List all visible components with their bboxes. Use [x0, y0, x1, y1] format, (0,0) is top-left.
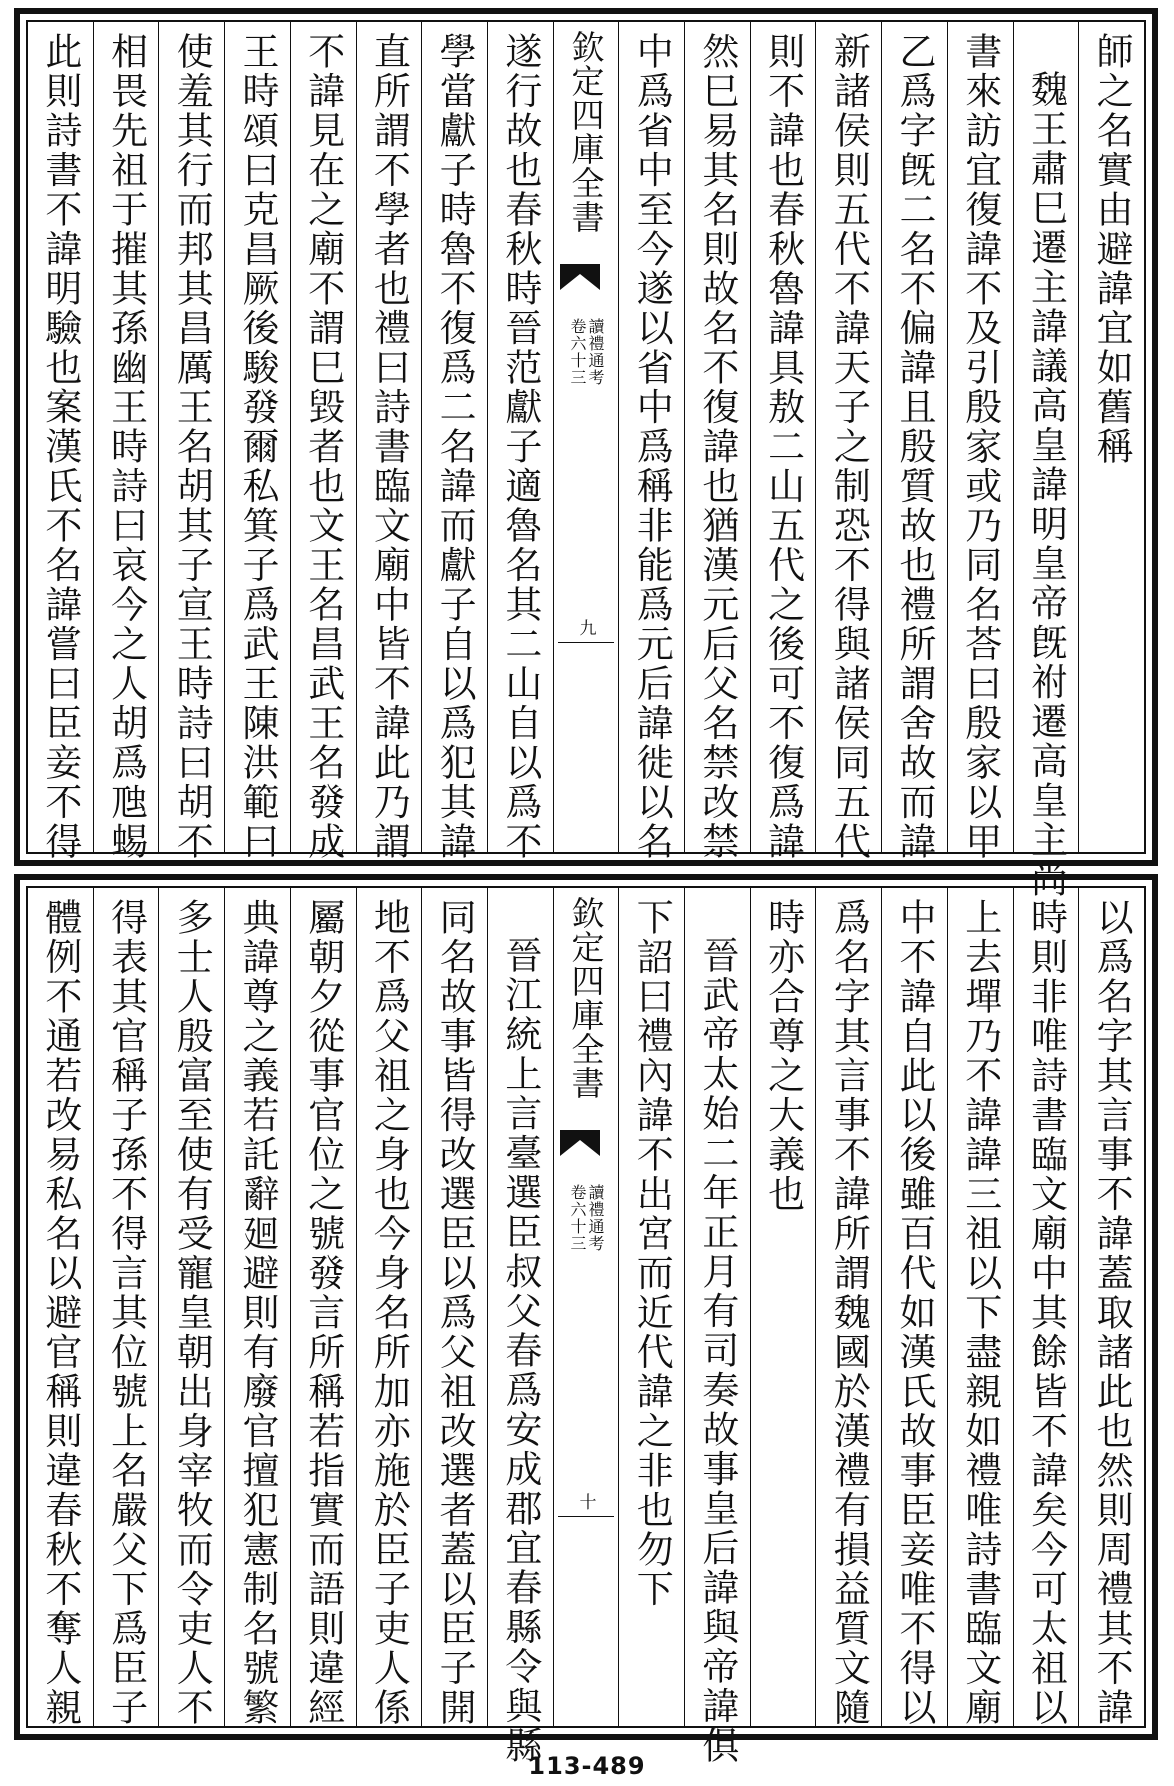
- text-column: [290, 888, 356, 1726]
- page-number-footer: 113-489: [528, 1752, 646, 1780]
- text-column: [158, 888, 224, 1726]
- column-text: 下詔曰禮內諱不出宮而近代諱之非也勿下: [630, 898, 674, 1609]
- text-column: [1078, 22, 1144, 852]
- text-column: [750, 22, 816, 862]
- column-text: 不諱見在之廟不謂巳毀者也文王名昌武王名發成: [301, 32, 345, 862]
- column-text: 以爲名字其言事不諱蓋取諸此也然則周禮其不諱: [1090, 898, 1134, 1728]
- text-column: [881, 888, 947, 1726]
- text-column: [487, 888, 553, 1766]
- column-text: 相畏先祖于摧其孫幽王時詩曰哀今之人胡爲虺蜴: [104, 32, 148, 862]
- column-text: 然巳易其名則故名不復諱也猶漢元后父名禁改禁: [695, 32, 739, 862]
- chapter-line: 讀禮通考: [586, 1184, 606, 1252]
- text-column: [881, 22, 947, 862]
- column-text: 王時頌曰克昌厥後駿發爾私箕子爲武王陳洪範曰: [236, 32, 279, 862]
- column-text: 新諸侯則五代不諱天子之制恐不得與諸侯同五代: [827, 32, 871, 862]
- chapter-line: 卷六十三: [568, 1184, 588, 1252]
- center-fold-column: [553, 888, 619, 1726]
- text-column: [93, 22, 159, 862]
- center-fold-column: [553, 22, 619, 852]
- chapter-line: 卷六十三: [568, 318, 588, 386]
- text-column: [93, 888, 159, 1726]
- text-column: [684, 22, 750, 862]
- column-text: 同名故事皆得改選臣以爲父祖改選者蓋以臣子開: [433, 898, 477, 1728]
- text-column: [290, 22, 356, 862]
- column-text: 中爲省中至今遂以省中爲稱非能爲元后諱徙以名: [630, 32, 674, 862]
- page-frame-top: [26, 20, 1146, 900]
- column-text: 乙爲字旣二名不偏諱且殷質故也禮所謂舍故而諱: [893, 32, 937, 862]
- text-columns-top: [28, 22, 1144, 900]
- leaf-number: 十: [575, 1493, 596, 1510]
- chapter-heading: [568, 1184, 606, 1252]
- text-column: [1078, 888, 1144, 1726]
- text-column: [618, 22, 684, 862]
- chapter-heading: [568, 318, 606, 386]
- column-text: 典諱尊之義若託辭廻避則有廢官擅犯憲制名號繁: [236, 898, 279, 1728]
- column-text: 遂行故也春秋時晉范獻子適魯名其二山自以爲不: [498, 32, 542, 862]
- text-column: [487, 22, 553, 862]
- chapter-line: 讀禮通考: [586, 318, 606, 386]
- book-title: 欽定四庫全書: [566, 30, 606, 234]
- column-text: 魏王肅巳遷主諱議高皇諱明皇帝旣祔遷高皇主尚: [1024, 70, 1068, 900]
- column-text: 則不諱也春秋魯諱具敖二山五代之後可不復爲諱: [761, 32, 805, 862]
- text-column: [158, 22, 224, 862]
- text-column: [356, 888, 422, 1726]
- text-column: [421, 22, 487, 862]
- fish-tail-mark-icon: [560, 264, 600, 290]
- column-text: 得表其官稱子孫不得言其位號上名嚴父下爲臣子: [104, 898, 148, 1728]
- column-text: 直所謂不學者也禮曰詩書臨文廟中皆不諱此乃謂: [367, 32, 411, 862]
- column-text: 時則非唯詩書臨文廟中其餘皆不諱矣今可太祖以: [1024, 898, 1068, 1728]
- leaf-number: 九: [575, 619, 596, 636]
- text-column: [28, 22, 93, 862]
- fish-tail-mark-icon: [560, 1130, 600, 1156]
- text-column: [815, 888, 881, 1726]
- text-column: [1013, 22, 1079, 900]
- text-column: [947, 888, 1013, 1726]
- text-column: [28, 888, 93, 1726]
- column-text: 師之名實由避諱宜如舊稱: [1090, 32, 1134, 467]
- text-column: [421, 888, 487, 1726]
- column-text: 書來訪宜復諱不及引殷家或乃同名荅曰殷家以甲: [958, 32, 1002, 862]
- text-column: [815, 22, 881, 862]
- text-column: [947, 22, 1013, 862]
- column-text: 上去墠乃不諱諱三祖以下盡親如禮唯詩書臨文廟: [958, 898, 1002, 1728]
- column-text: 學當獻子時魯不復爲二名諱而獻子自以爲犯其諱: [433, 32, 477, 862]
- text-column: [224, 888, 290, 1726]
- column-text: 體例不通若改易私名以避官稱則違春秋不奪人親: [38, 898, 82, 1728]
- text-column: [750, 888, 816, 1726]
- text-column: [618, 888, 684, 1726]
- column-text: 爲名字其言事不諱所謂魏國於漢禮有損益質文隨: [827, 898, 871, 1728]
- text-column: [356, 22, 422, 862]
- text-column: [1013, 888, 1079, 1726]
- text-column: [684, 888, 750, 1766]
- column-text: 中不諱自此以後雖百代如漢氏故事臣妾唯不得以: [893, 898, 937, 1728]
- center-rule: [558, 642, 615, 643]
- column-text: 屬朝夕從事官位之號發言所稱若指實而語則違經: [301, 898, 345, 1728]
- center-rule: [558, 1516, 615, 1517]
- column-text: 時亦合尊之大義也: [761, 898, 805, 1214]
- column-text: 使羞其行而邦其昌厲王名胡其子宣王時詩曰胡不: [170, 32, 214, 862]
- book-title: 欽定四庫全書: [566, 896, 606, 1100]
- column-text: 晉江統上言臺選臣叔父春爲安成郡宜春縣令與縣: [498, 936, 542, 1766]
- column-text: 地不爲父祖之身也今身名所加亦施於臣子吏人係: [367, 898, 411, 1728]
- column-text: 多士人殷富至使有受寵皇朝出身宰牧而令吏人不: [170, 898, 214, 1728]
- column-text: 晉武帝太始二年正月有司奏故事皇后諱與帝諱俱: [695, 936, 739, 1766]
- page-panel-top: [14, 8, 1158, 900]
- column-text: 此則詩書不諱明驗也案漢氏不名諱嘗曰臣妾不得: [38, 32, 82, 862]
- text-column: [224, 22, 290, 862]
